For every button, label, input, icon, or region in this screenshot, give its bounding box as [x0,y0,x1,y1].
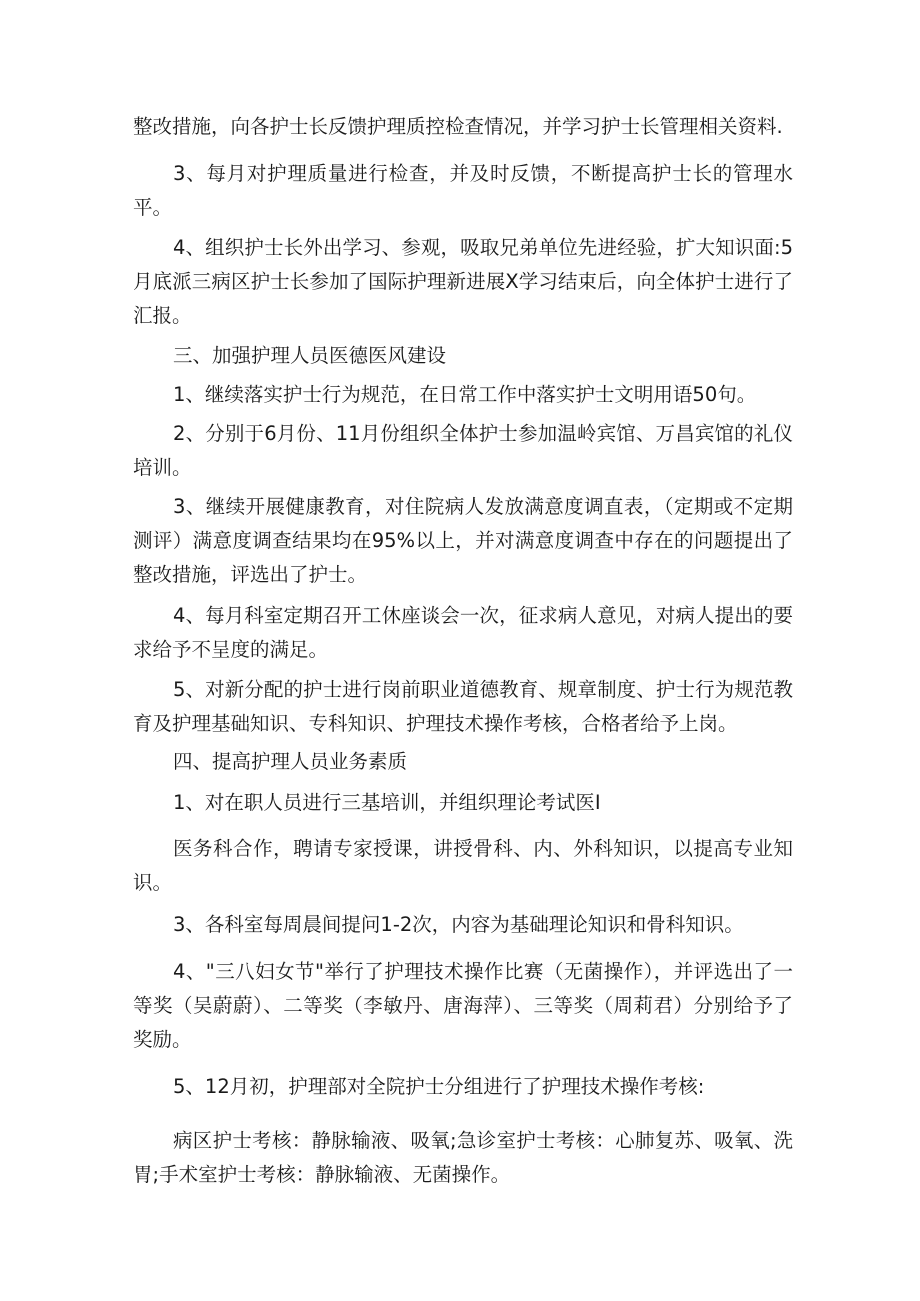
paragraph-9: 1、对在职人员进行三基培训，并组织理论考试医I [173,791,601,814]
paragraph-3: 4、组织护士长外出学习、参观，吸取兄弟单位先进经验，扩大知识面:5月底派三病区护士长参加了国际护理新进展X学习结束后，向全体护士进行了汇报。 [133,236,793,327]
paragraph-13: 5、12月初，护理部对全院护士分组进行了护理技术操作考核: [173,1075,705,1098]
paragraph-10: 医务科合作，聘请专家授课，讲授骨科、内、外科知识，以提高专业知识。 [133,837,793,894]
paragraph-1: 整改措施，向各护士长反馈护理质控检查情况，并学习护士长管理相关资料. [133,115,783,138]
paragraph-8: 5、对新分配的护士进行岗前职业道德教育、规章制度、护士行为规范教育及护理基础知识、专科知识、护理技术操作考核，合格者给予上岗。 [133,678,793,735]
paragraph-2: 3、每月对护理质量进行检查，并及时反馈，不断提高护士长的管理水平。 [133,162,793,219]
section-heading-3: 三、加强护理人员医德医风建设 [173,344,447,367]
paragraph-11: 3、各科室每周晨间提问1-2次，内容为基础理论知识和骨科知识。 [173,913,744,936]
paragraph-7: 4、每月科室定期召开工休座谈会一次，征求病人意见，对病人提出的要求给予不呈度的满足。 [133,604,793,661]
paragraph-14: 病区护士考核：静脉输液、吸氧;急诊室护士考核：心肺复苏、吸氧、洗胃;手术室护士考核：静脉输液、无菌操作。 [133,1129,793,1186]
paragraph-4: 1、继续落实护士行为规范，在日常工作中落实护士文明用语50句。 [173,383,757,406]
paragraph-5: 2、分别于6月份、11月份组织全体护士参加温岭宾馆、万昌宾馆的礼仪培训。 [133,422,793,479]
paragraph-6: 3、继续开展健康教育，对住院病人发放满意度调直表，（定期或不定期测评）满意度调查结果均在95%以上，并对满意度调查中存在的问题提出了整改措施，评选出了护士。 [133,495,793,586]
section-heading-4: 四、提高护理人员业务素质 [173,750,408,773]
paragraph-12: 4、"三八妇女节"举行了护理技术操作比赛（无菌操作），并评选出了一等奖（吴蔚蔚）、二等奖（李敏丹、唐海萍）、三等奖（周莉君）分别给予了奖励。 [133,960,793,1051]
